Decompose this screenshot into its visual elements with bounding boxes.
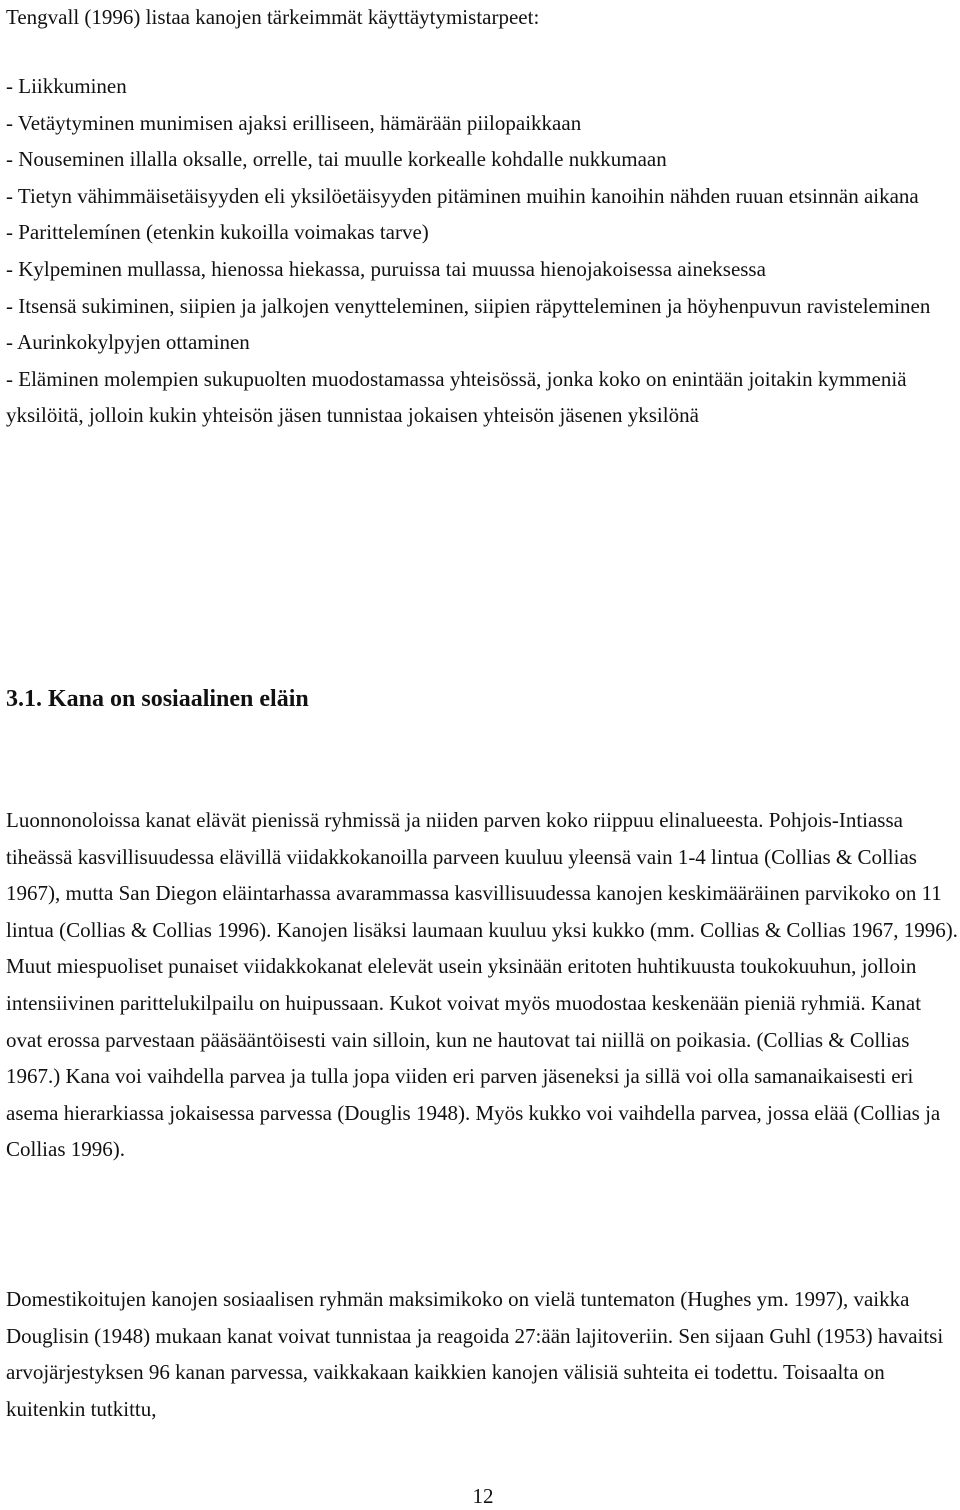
list-item: - Aurinkokylpyjen ottaminen bbox=[6, 330, 250, 355]
list-item: - Kylpeminen mullassa, hienossa hiekassa, puruissa tai muussa hienojakoisessa aineksessa bbox=[6, 256, 766, 281]
behaviour-needs-list bbox=[6, 68, 956, 434]
list-item: - Liikkuminen bbox=[6, 74, 127, 98]
list-item: - Itsensä sukiminen, siipien ja jalkojen venytteleminen, siipien räpytteleminen ja höyhenpuvun ravisteleminen bbox=[6, 293, 931, 318]
paragraph-1: Luonnonoloissa kanat elävät pienissä ryhmissä ja niiden parven koko riippuu elinalueesta. Pohjois-Intiassa tiheässä kasvillisuudessa elävillä viidakkokanoilla parveen kuuluu yleensä vain 1-4 lintua (Collias & Collias 1967), mutta San Diegon eläintarhassa avarammassa kasvillisuudessa kanojen keskimääräinen parvikoko on 11 lintua (Collias & Collias 1996). Kanojen lisäksi laumaan kuuluu yksi kukko (mm. Collias & Collias 1967, 1996). Muut miespuoliset punaiset viidakkokanat elelevät usein yksinään eritoten huhtikuusta toukokuuhun, jolloin intensiivinen parittelukilpailu on huipussaan. Kukot voivat myös muodostaa keskenään pieniä ryhmiä. Kanat ovat erossa parvestaan pääsääntöisesti vain silloin, kun ne hautovat tai niillä on poikasia. (Collias & Collias 1967.) Kana voi vaihdella parvea ja tulla jopa viiden eri parven jäseneksi ja sillä voi olla samanaikaisesti eri asema hierarkiassa jokaisessa parvessa (Douglis 1948). Myös kukko voi vaihdella parvea, jossa elää (Collias ja Collias 1996). bbox=[6, 808, 958, 1162]
list-item: - Parittelemínen (etenkin kukoilla voimakas tarve) bbox=[6, 220, 429, 245]
list-item: - Nouseminen illalla oksalle, orrelle, tai muulle korkealle kohdalle nukkumaan bbox=[6, 147, 667, 172]
list-item: - Vetäytyminen munimisen ajaksi erilliseen, hämärään piilopaikkaan bbox=[6, 110, 582, 135]
list-item: - Eläminen molempien sukupuolten muodostamassa yhteisössä, jonka koko on enintään joitakin kymmeniä yksilöitä, jolloin kukin yhteisön jäsen tunnistaa jokaisen yhteisön jäsenen yksilönä bbox=[6, 366, 907, 428]
list-item: - Tietyn vähimmäisetäisyyden eli yksilöetäisyyden pitäminen muihin kanoihin nähden ruuan etsinnän aikana bbox=[6, 183, 919, 208]
intro-sentence: Tengvall (1996) listaa kanojen tärkeimmät käyttäytymistarpeet: bbox=[6, 5, 540, 29]
paragraph-2: Domestikoitujen kanojen sosiaalisen ryhmän maksimikoko on vielä tuntematon (Hughes ym. 1997), vaikka Douglisin (1948) mukaan kanat voivat tunnistaa ja reagoida 27:ään lajitoveriin. Sen sijaan Guhl (1953) havaitsi arvojärjestyksen 96 kanan parvessa, vaikkakaan kaikkien kanojen välisiä suhteita ei todettu. Toisaalta on kuitenkin tutkittu, bbox=[6, 1287, 944, 1421]
page-number: 12 bbox=[472, 1484, 494, 1508]
section-heading: 3.1. Kana on sosiaalinen eläin bbox=[6, 686, 309, 712]
